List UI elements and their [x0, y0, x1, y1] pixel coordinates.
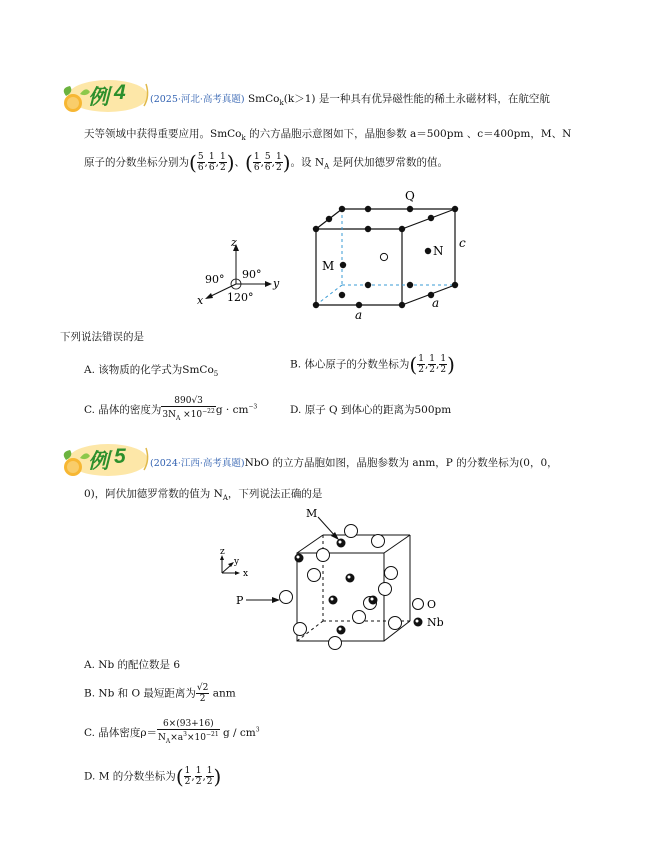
ex5-cubic-cell-figure [210, 503, 450, 653]
badge-char: 例 [88, 86, 109, 109]
badge-number: 5 [114, 445, 126, 468]
example-4-badge [60, 74, 155, 114]
axis-x: x [197, 294, 204, 307]
example-5-badge [60, 438, 155, 478]
label-c: c [459, 236, 466, 250]
angle-120: 120° [227, 291, 254, 304]
ex4-hex-cell-figure [300, 185, 475, 325]
legend-Nb: Nb [427, 616, 444, 629]
ex4-axes-figure [195, 235, 290, 310]
ex4-source: (2025·河北·高考真题) [150, 94, 245, 105]
ex5-source: (2024·江西·高考真题) [150, 458, 245, 469]
ex5-option-a[interactable]: A. Nb 的配位数是 6 [84, 659, 181, 671]
angle-90-right: 90° [242, 268, 262, 281]
label-P: P [236, 594, 244, 607]
ex5-option-c[interactable]: C. 晶体密度ρ＝ $\frac{6\times(93+16)}{N_A\times a^3\times 10^{-21}}$ g / $cm^3$ [84, 719, 260, 745]
ex4-option-c[interactable]: C. 晶体的密度为 $\frac{890√3}{3N_A \times 10^{-22}}$ $g \cdot cm^{-3}$ [84, 396, 258, 422]
angle-90-left: 90° [205, 273, 225, 286]
ex4-option-b[interactable]: B. 体心原子的分数坐标为( $\frac{1}{2}$ , $\frac{1}{2}$ , $\frac{1}{2}$ ) [290, 352, 455, 377]
ex4-option-d[interactable]: D. 原子 Q 到体心的距离为500pm [290, 404, 452, 416]
label-M: M [306, 507, 318, 520]
axis-y: y [234, 557, 240, 567]
label-M: M [322, 259, 335, 273]
axis-y: y [273, 277, 280, 290]
axis-x: x [243, 569, 249, 579]
legend-O: O [427, 598, 437, 611]
ex5-intro-line1: (2024·江西·高考真题)NbO 的立方晶胞如图，晶胞参数为 anm，P 的分数坐标为(0，0， [150, 457, 558, 469]
label-a-right: a [432, 296, 440, 310]
label-a-bottom: a [355, 308, 363, 322]
axis-z: z [231, 236, 237, 249]
ex4-intro-line1: (2025·河北·高考真题) SmCo$_k$(k＞1) 是一种具有优异磁性能的稀土永磁材料，在航空航 [150, 93, 550, 108]
ex4-option-a[interactable]: A. 该物质的化学式为SmCo$_5$ [84, 364, 219, 379]
ex5-option-d[interactable]: D. M 的分数坐标为( $\frac{1}{2}$ , $\frac{1}{2}$ , $\frac{1}{2}$ ) [84, 764, 222, 789]
ex4-question: 下列说法错误的是 [60, 331, 144, 343]
badge-char: 例 [88, 450, 109, 473]
badge-number: 4 [114, 81, 126, 104]
axis-z: z [220, 547, 225, 557]
ex4-intro-line3: 原子的分数坐标分别为( $\frac{5}{6}$ , $\frac{1}{6}$ , $\frac{1}{2}$ )、( $\frac{1}{6}$ , $\frac{5}{6}$ , $\frac{1}{2}$ )。设 $N_A$ 是阿伏加德罗常数的值。 [84, 150, 448, 175]
ex5-option-b[interactable]: B. Nb 和 O 最短距离为 $\frac{√2}{2}$ anm [84, 683, 236, 704]
label-Q: Q [405, 189, 415, 203]
label-N: N [433, 244, 444, 258]
ex5-intro-line2: 0)，阿伏加德罗常数的值为 $N_A$，下列说法正确的是 [84, 488, 323, 503]
ex4-intro-line2: 天等领域中获得重要应用。SmCo$_k$ 的六方晶胞示意图如下，晶胞参数 a＝500pm 、c＝400pm，M、N [84, 128, 572, 143]
